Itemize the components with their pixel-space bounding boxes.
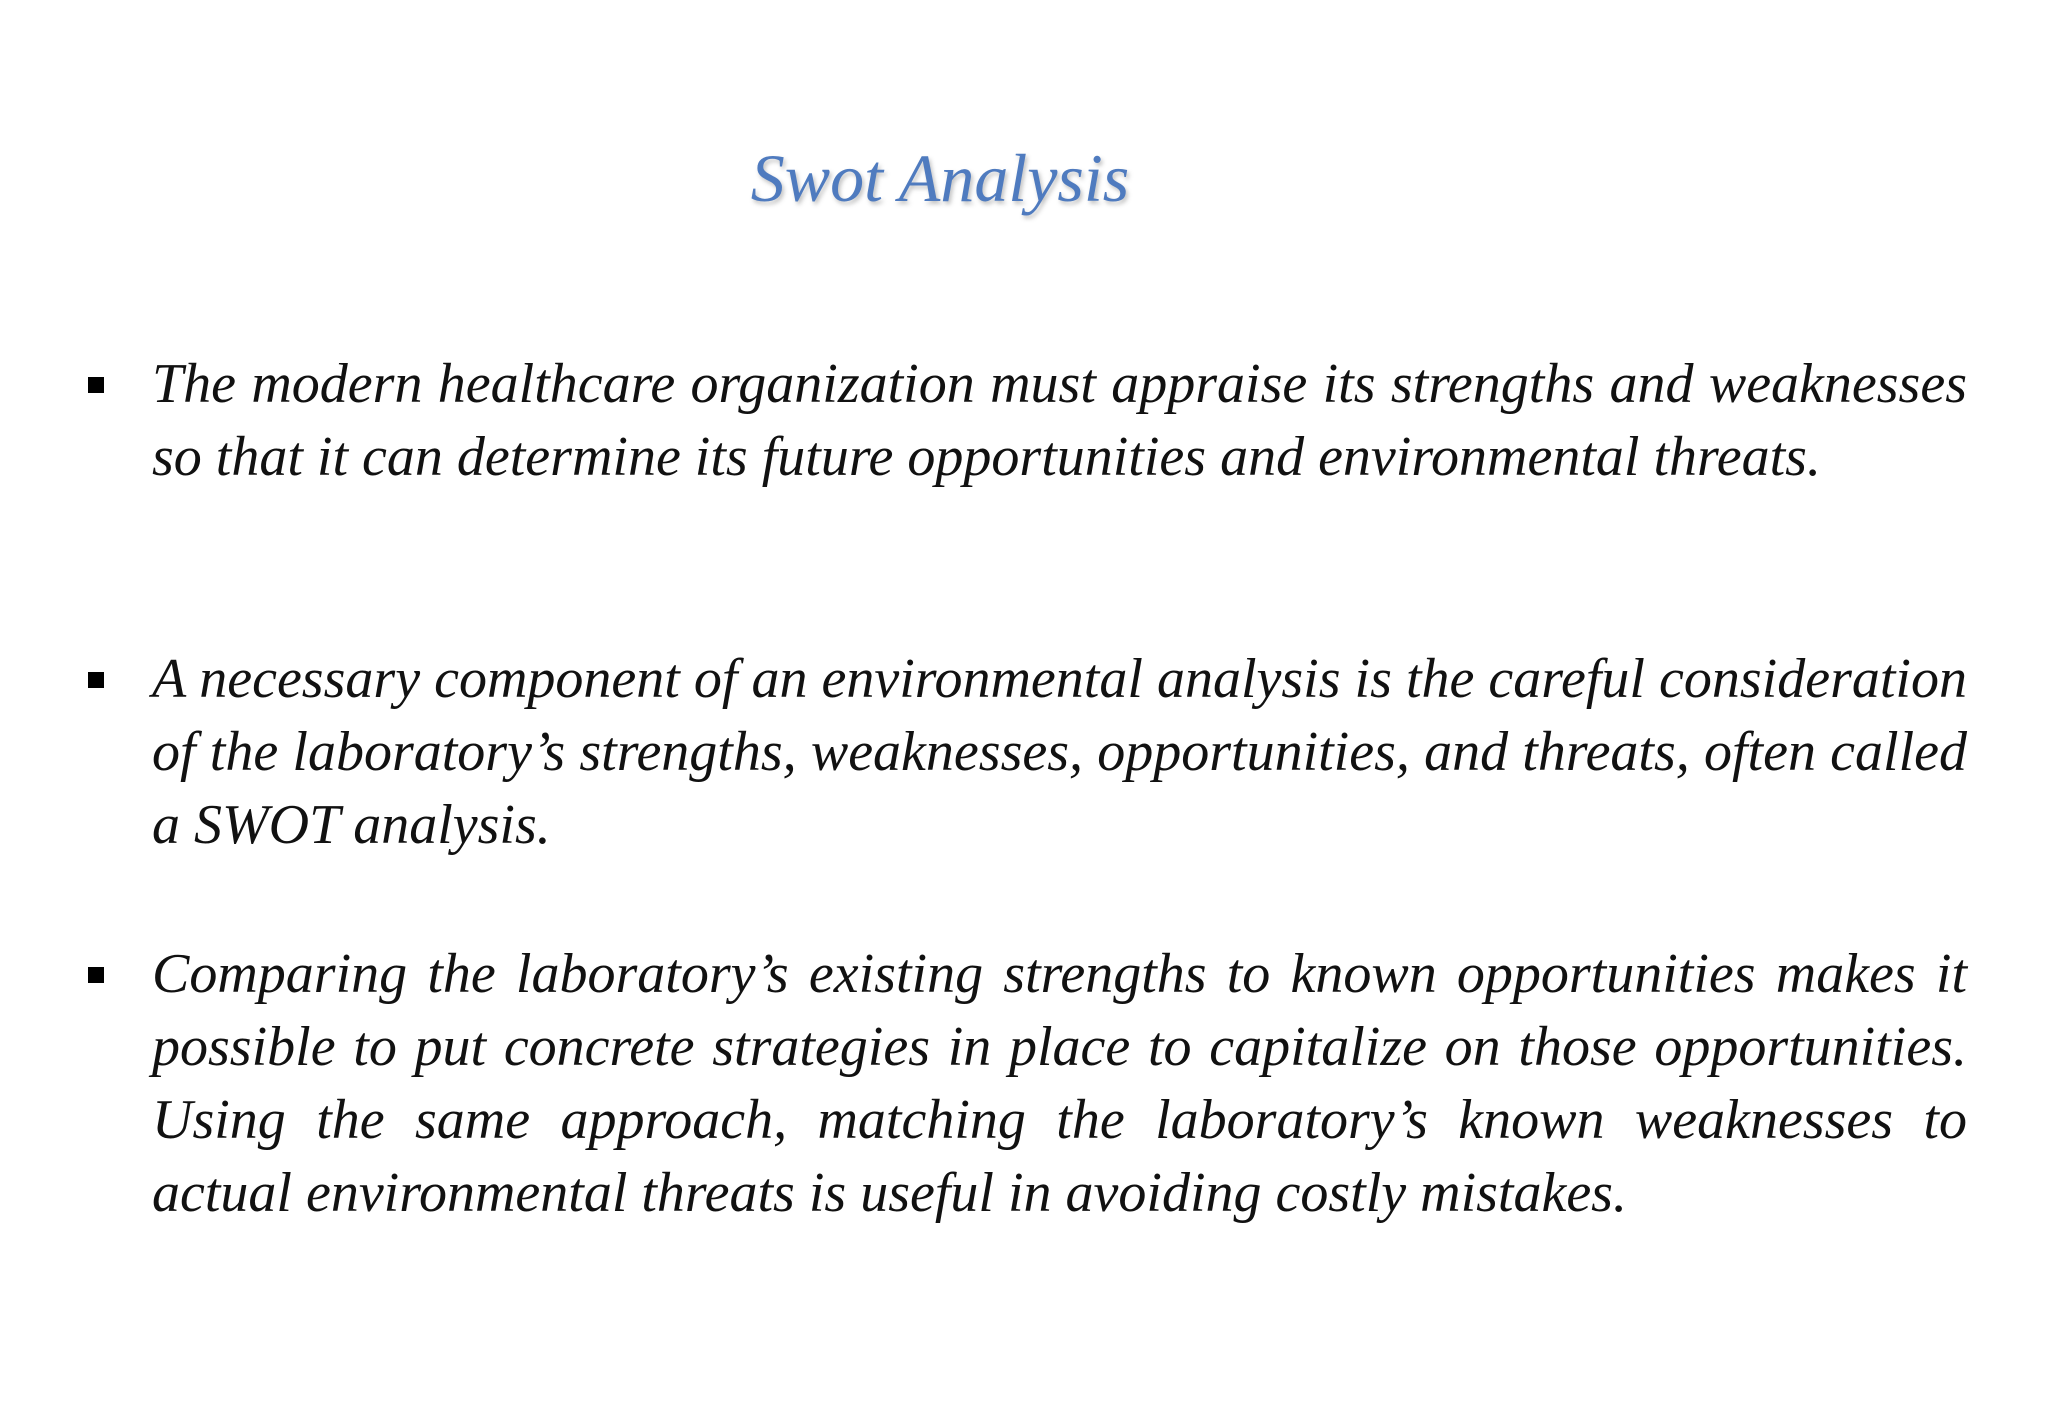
bullet-item-swot-component: A necessary component of an environmental analysis is the careful consideration of the laboratory’s strengths, weaknesses, opportunities, and threats, often called a SWOT analysis. bbox=[152, 648, 1967, 856]
bullet-item-strategies: Comparing the laboratory’s existing strengths to known opportunities makes it possible to put concrete strategies in place to capitalize on those opportunities. Using the same approach, matching the laboratory’s known weaknesses to actual environmental threats is useful in avoiding costly mistakes. bbox=[152, 943, 1967, 1224]
square-bullet-icon bbox=[88, 377, 104, 393]
bullet-item-healthcare-organization: The modern healthcare organization must appraise its strengths and weaknesses so that it can determine its future opportunities and environmental threats. bbox=[152, 353, 1967, 488]
slide-title: Swot Analysis bbox=[750, 140, 1130, 216]
square-bullet-icon bbox=[88, 672, 104, 688]
square-bullet-icon bbox=[88, 967, 104, 983]
